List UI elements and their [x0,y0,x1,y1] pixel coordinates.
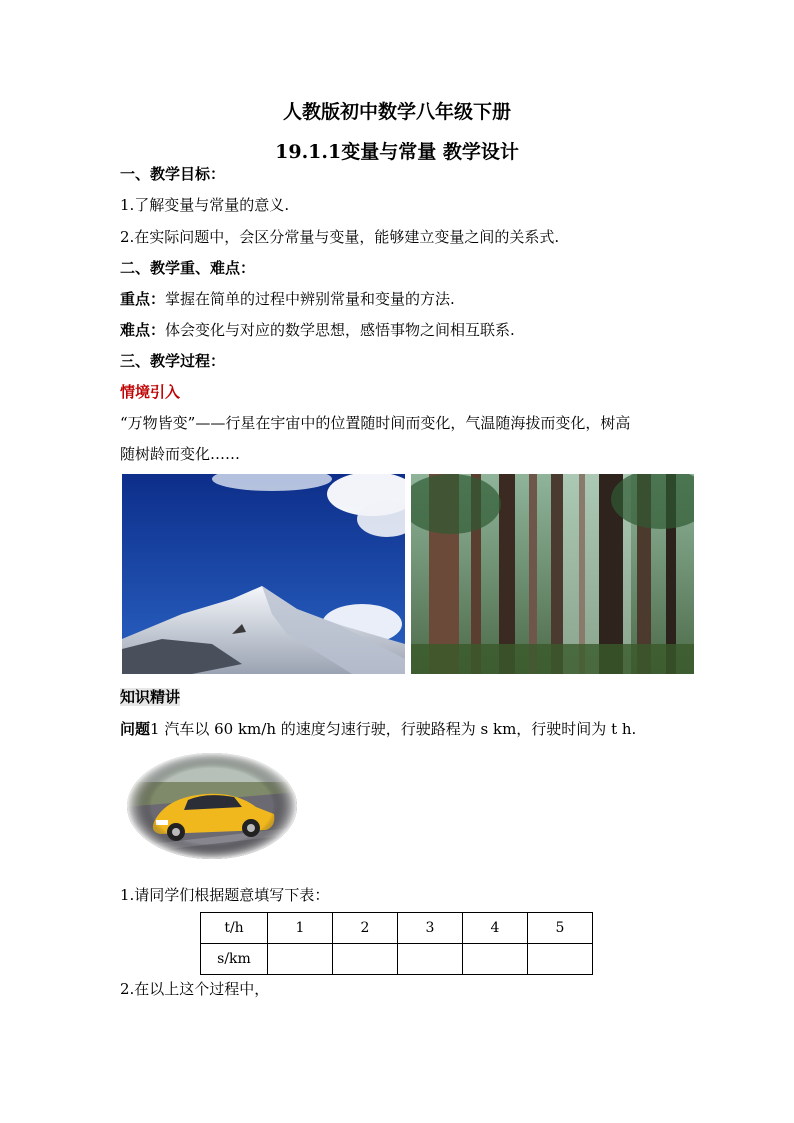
table-cell-empty [398,944,463,975]
lesson-title: 19.1.1变量与常量 教学设计 [275,141,519,163]
difficult-point-text: 体会变化与对应的数学思想，感悟事物之间相互联系. [165,321,515,339]
mountain-photo [122,474,405,674]
question-1-label: 问题 [120,720,151,738]
task-1: 1.请同学们根据题意填写下表： [120,886,330,904]
table-cell-empty [268,944,333,975]
section-heading-process: 三、教学过程： [120,352,226,370]
section-heading-keypoints: 二、教学重、难点： [120,259,256,277]
table-cell-empty [463,944,528,975]
table-cell: 5 [528,913,593,944]
table-cell: 3 [398,913,463,944]
table-row [201,913,593,944]
doc-title: 人教版初中数学八年级下册 [282,101,511,123]
question-1 [120,718,636,739]
question-1-text: 1 汽车以 60 km/h 的速度匀速行驶，行驶路程为 s km，行驶时间为 t h. [150,720,637,738]
table-header-s: s/km [201,944,268,975]
key-point-text: 掌握在简单的过程中辨别常量和变量的方法. [165,290,455,308]
table-header-t: t/h [201,913,268,944]
intro-line-1: “万物皆变”——行星在宇宙中的位置随时间而变化，气温随海拔而变化，树高 [120,414,631,432]
table-cell-empty [528,944,593,975]
key-point [120,288,455,309]
difficult-point-label: 难点： [120,321,166,339]
section-heading-goals: 一、教学目标： [120,165,226,183]
forest-photo [411,474,694,674]
intro-line-2: 随树龄而变化…… [120,445,241,463]
goal-1: 1.了解变量与常量的意义. [120,196,290,214]
intro-heading: 情境引入 [120,383,181,401]
table-cell: 2 [333,913,398,944]
table-cell: 4 [463,913,528,944]
table-cell: 1 [268,913,333,944]
car-photo [126,752,298,860]
difficult-point [120,319,515,340]
key-point-label: 重点： [120,290,166,308]
table-row [201,944,593,975]
knowledge-heading-text: 知识精讲 [120,688,181,706]
knowledge-heading [120,686,180,707]
time-distance-table [200,912,593,975]
goal-2: 2.在实际问题中，会区分常量与变量，能够建立变量之间的关系式. [120,228,560,246]
table-cell-empty [333,944,398,975]
task-2: 2.在以上这个过程中， [120,980,270,998]
